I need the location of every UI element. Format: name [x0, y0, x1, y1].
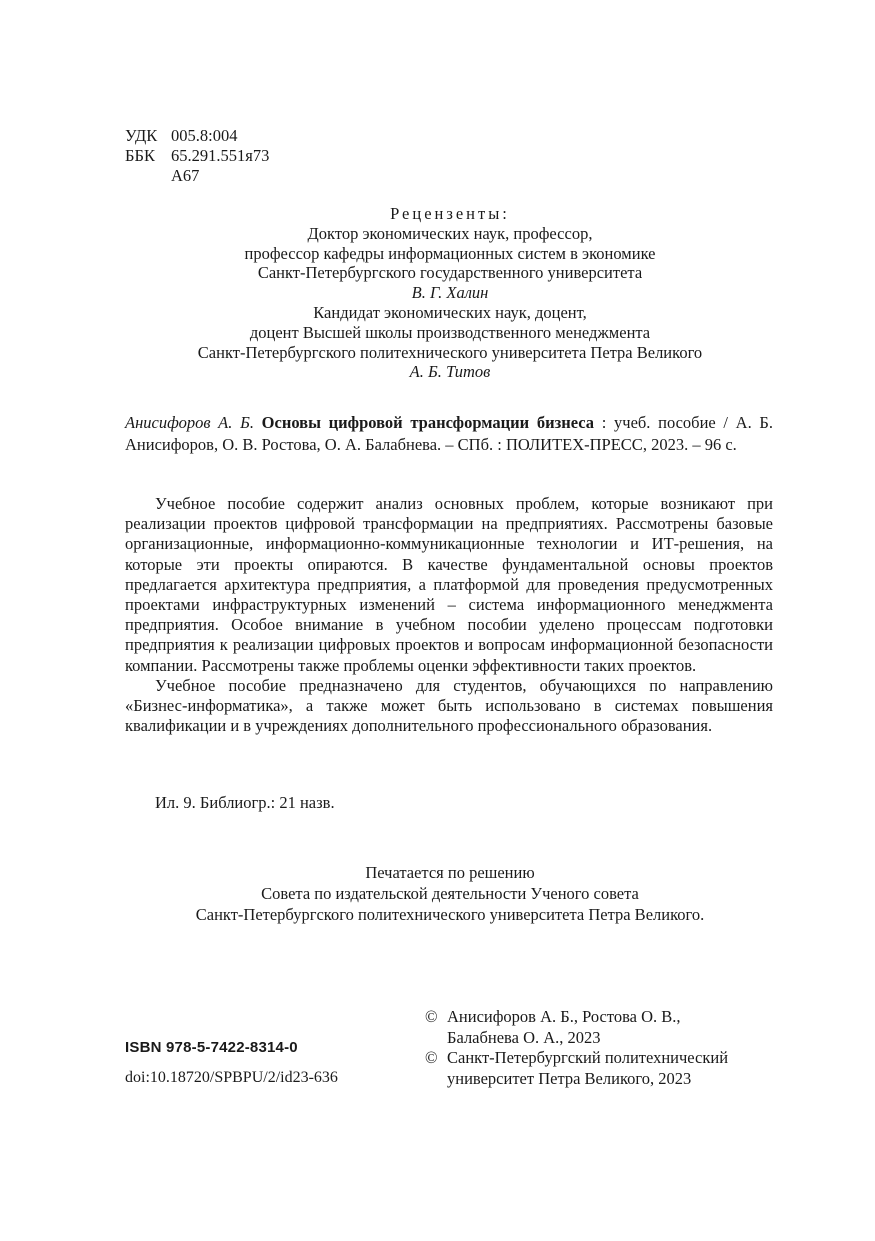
copyright-university [425, 1048, 807, 1089]
approval-line2: Совета по издательской деятельности Ученого совета [261, 884, 639, 903]
bibliographic-citation [125, 412, 773, 455]
citation-title: Основы цифровой трансформации бизнеса [261, 413, 595, 432]
abstract-paragraph-1: Учебное пособие содержит анализ основных проблем, которые возникают при реализации проектов цифровой трансформации на предприятиях. Рассмотрены базовые организационные, информационно-коммуникационные технологии и ИТ-решения, на которые эти проекты опираются. В качестве фундаментальной основы проектов предлагается архитектура предприятия, а платформой для проведения предусмотренных проектами инфраструктурных изменений – система информационного менеджмента предприятия. Особое внимание в учебном пособии уделено процессам подготовки предприятия к реализации цифровых проектов и вопросам информационной безопасности компании. Рассмотрены также проблемы оценки эффективности таких проектов. [125, 494, 773, 675]
abstract-paragraph-2: Учебное пособие предназначено для студентов, обучающихся по направлению «Бизнес-информатика», а также может быть использовано в системах повышения квалификации и в учреждениях дополнительного профессионального образования. [125, 675, 773, 736]
copyright-symbol: © [425, 1048, 438, 1067]
reviewer2-line3: Санкт-Петербургского политехнического университета Петра Великого [197, 342, 703, 362]
reviewer1-line1: Доктор экономических наук, профессор, [307, 223, 593, 243]
udk-row [125, 126, 269, 146]
reviewer1-name: В. Г. Халин [411, 283, 489, 303]
abstract [125, 494, 773, 736]
reviewer1-line3: Санкт-Петербургского государственного университета [257, 263, 643, 283]
copyright-authors [425, 1007, 807, 1048]
reviewer2-line2: доцент Высшей школы производственного менеджмента [249, 322, 651, 342]
isbn: ISBN 978-5-7422-8314-0 [125, 1039, 298, 1056]
approval-line3: Санкт-Петербургского политехнического университета Петра Великого. [195, 905, 705, 924]
citation-rest: : учеб. пособие / А. Б. Анисифоров, О. В. Ростова, О. А. Балабнева. – СПб. : ПОЛИТЕХ-ПРЕСС, 2023. – 96 с. [125, 413, 774, 454]
copyright-symbol: © [425, 1007, 438, 1026]
reviewer1-line2: профессор кафедры информационных систем в экономике [244, 243, 656, 263]
reviewers-block [120, 204, 780, 382]
approval-line1: Печатается по решению [365, 863, 535, 882]
bbk-label: ББК [125, 145, 155, 165]
doi: doi:10.18720/SPBPU/2/id23-636 [125, 1069, 338, 1086]
citation-author: Анисифоров А. Б. [125, 413, 254, 432]
bbk-value: 65.291.551я73 [171, 145, 270, 165]
reviewer2-line1: Кандидат экономических наук, доцент, [313, 302, 587, 322]
udk-value: 005.8:004 [171, 126, 238, 145]
copyright-authors-line2: Балабнева О. А., 2023 [447, 1027, 601, 1047]
bbk-row [125, 146, 269, 166]
author-mark: А67 [171, 165, 200, 185]
copyright-university-line2: университет Петра Великого, 2023 [447, 1068, 692, 1088]
copyright-university-line1: Санкт-Петербургский политехнический [447, 1048, 729, 1067]
copyright-authors-line1: Анисифоров А. Б., Ростова О. В., [447, 1007, 681, 1026]
illustrations-info: Ил. 9. Библиогр.: 21 назв. [155, 793, 335, 812]
author-mark-row [125, 166, 269, 186]
classification-block [125, 126, 269, 185]
approval-block [120, 862, 780, 925]
reviewer2-name: А. Б. Титов [409, 362, 491, 382]
reviewers-heading: Рецензенты: [390, 204, 510, 223]
udk-label: УДК [125, 126, 158, 145]
copyright-block [425, 1007, 807, 1089]
